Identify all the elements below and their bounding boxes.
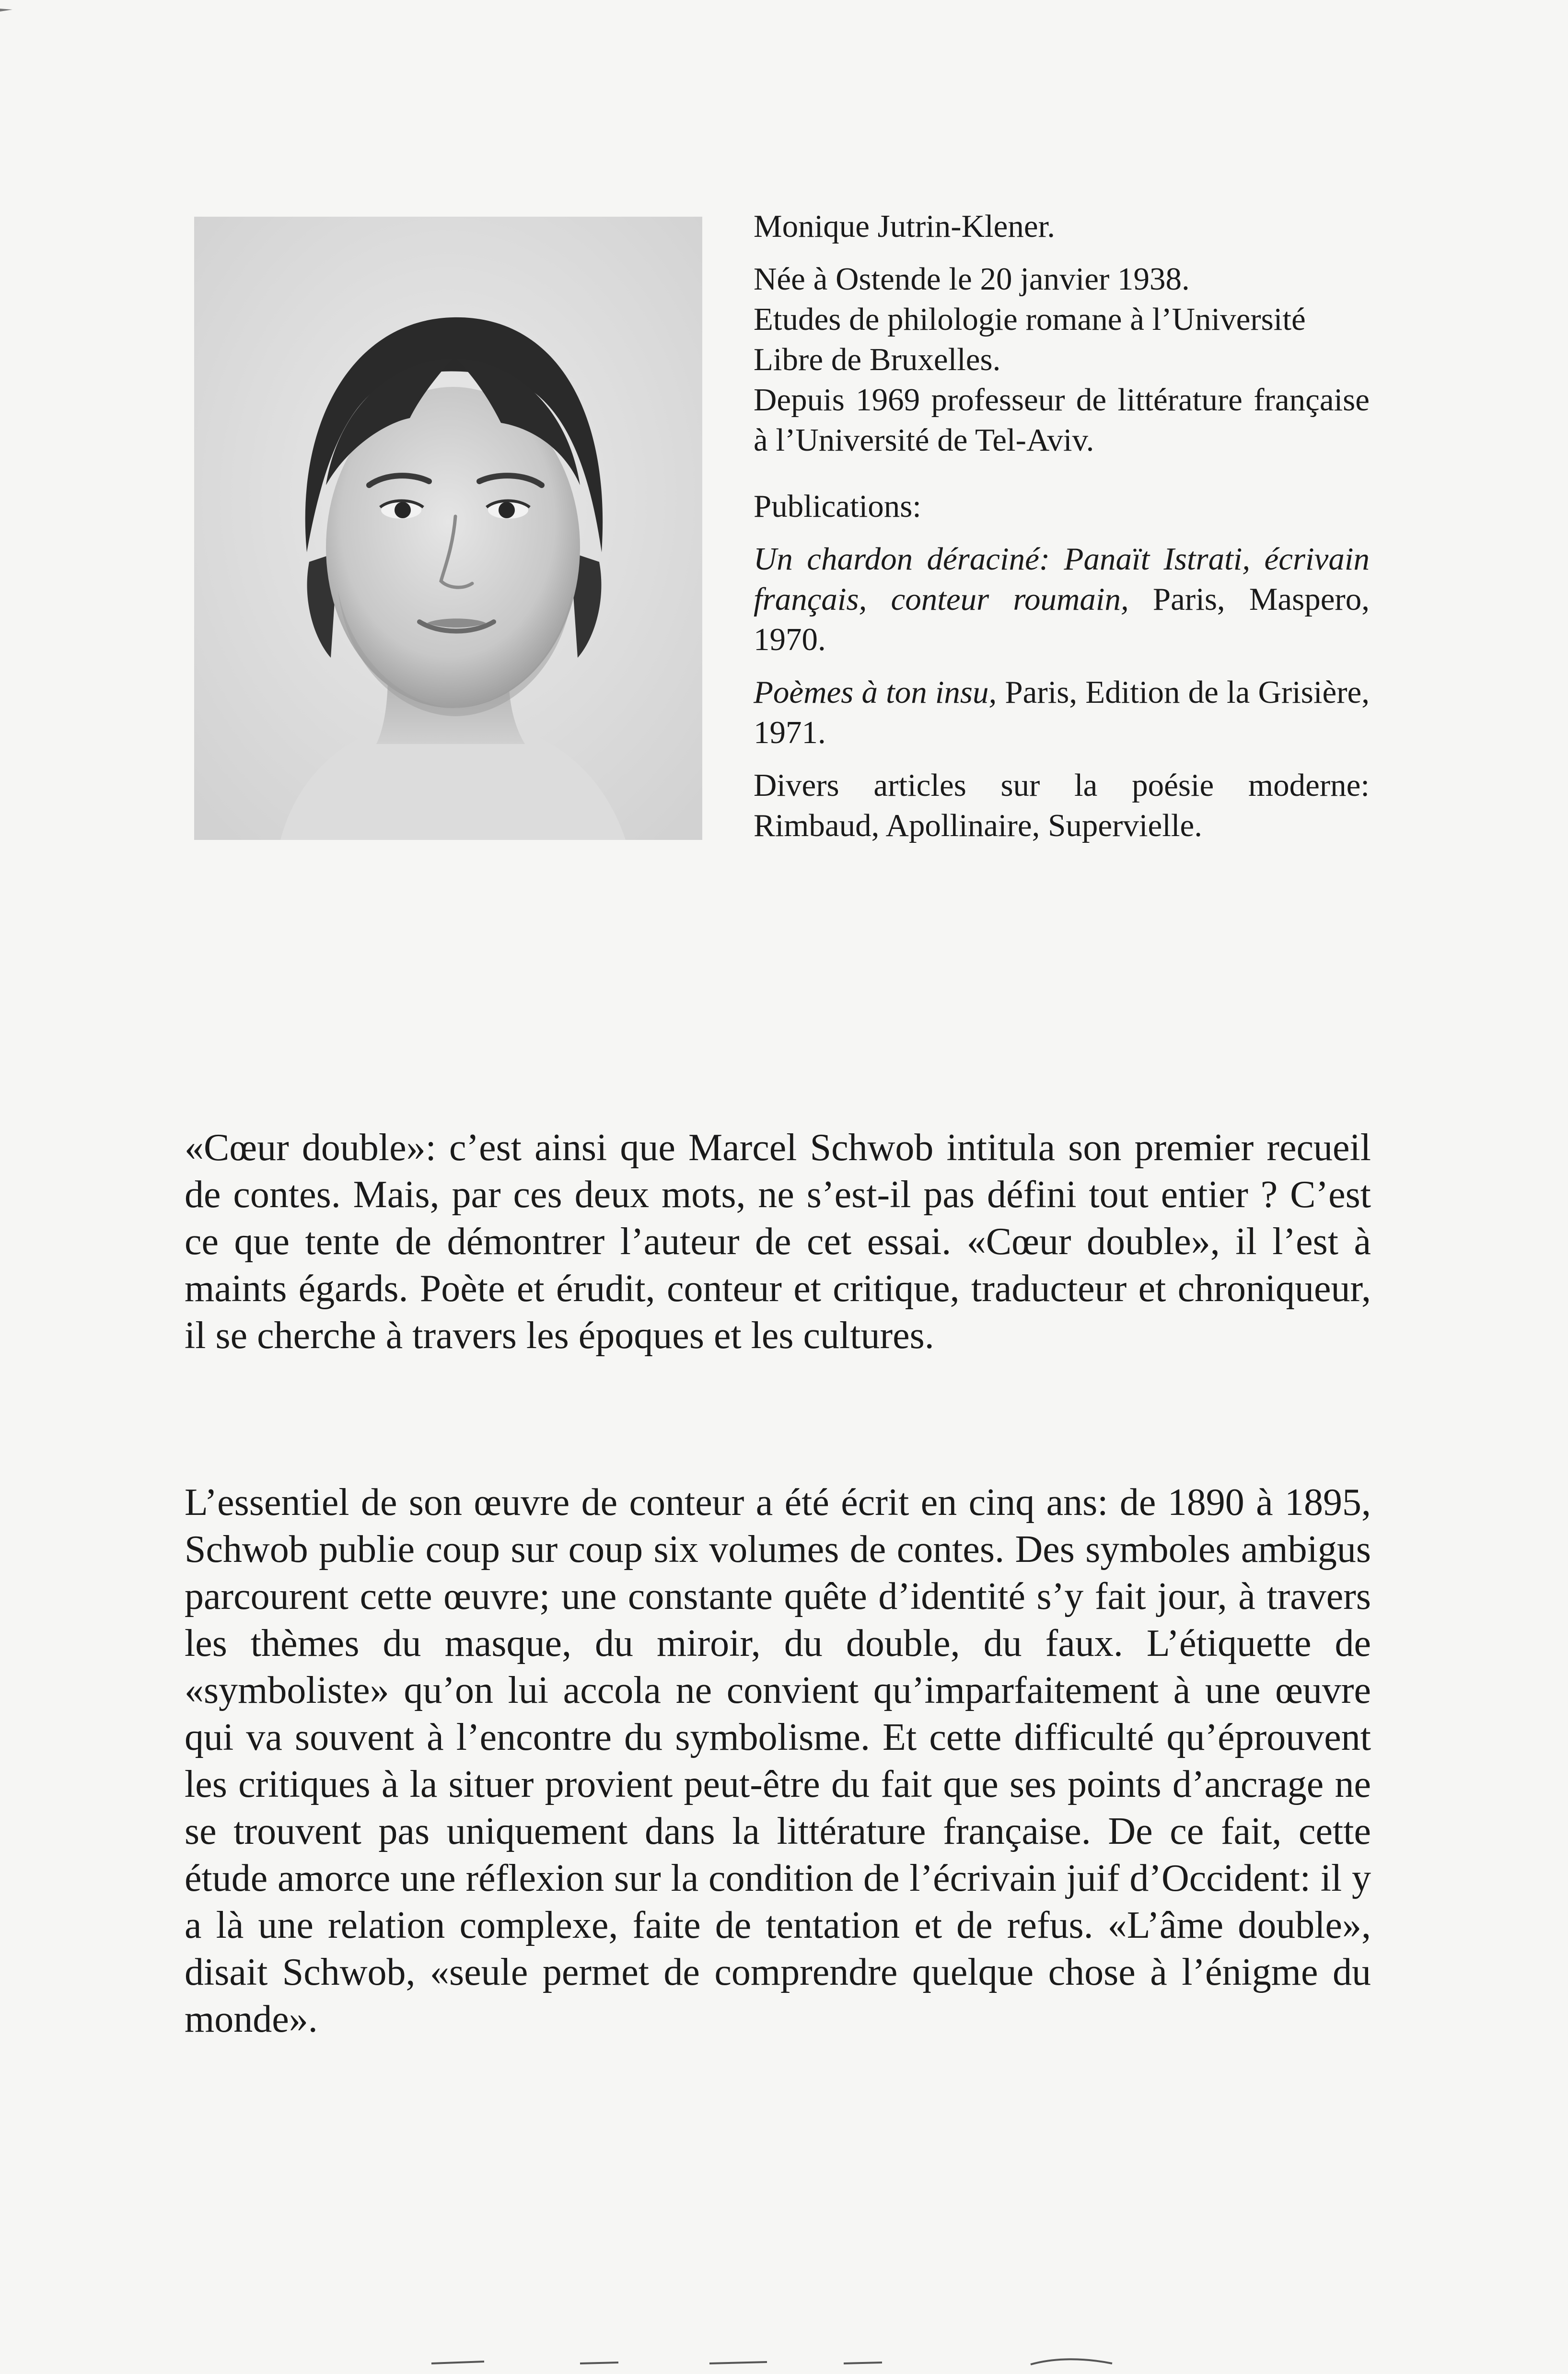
blurb-paragraph-1 — [185, 1124, 1371, 1359]
publication-2 — [754, 672, 1370, 753]
author-career: Depuis 1969 professeur de littérature française à l’Université de Tel-Aviv. — [754, 382, 1370, 458]
author-birth: Née à Ostende le 20 janvier 1938. — [754, 261, 1190, 297]
author-name: Monique Jutrin-Klener. — [754, 209, 1055, 244]
publication-1 — [754, 539, 1370, 660]
blurb-paragraph-2 — [185, 1479, 1371, 2043]
blurb-paragraph-1-text: «Cœur double»: c’est ainsi que Marcel Schwob intitula son premier recueil de contes. Mais, par ces deux mots, ne s’est-il pas défini tout entier ? C’est ce que tente de démontrer l’auteur de cet essai. «Cœur double», il l’est à maints égards. Poète et érudit, conteur et critique, traducteur et chroniqueur, il se cherche à travers les époques et les cultures. — [185, 1127, 1371, 1357]
publications-label: Publications: — [754, 489, 921, 524]
publication-1-details: Paris, Maspero, 1970. — [754, 582, 1370, 657]
author-portrait — [194, 217, 702, 840]
publication-2-details: Paris, Edition de la Grisière, 1971. — [754, 675, 1370, 750]
publication-3: Divers articles sur la poésie moderne: Rimbaud, Apollinaire, Supervielle. — [754, 768, 1370, 843]
publication-1-title: Un chardon déraciné: Panaït Istrati, écrivain français, conteur roumain, — [754, 541, 1370, 617]
author-studies: Etudes de philologie romane à l’Université Libre de Bruxelles. — [754, 302, 1306, 377]
publication-2-title: Poèmes à ton insu, — [754, 675, 997, 710]
author-bio — [754, 206, 1370, 846]
blurb-paragraph-2-text: L’essentiel de son œuvre de conteur a été écrit en cinq ans: de 1890 à 1895, Schwob publie coup sur coup six volumes de contes. Des symboles ambigus parcourent cette œuvre; une constante quête d’identité s’y fait jour, à travers les thèmes du masque, du miroir, du double, du faux. L’étiquette de «symboliste» qu’on lui accola ne convient qu’imparfaitement à une œuvre qui va souvent à l’encontre du symbolisme. Et cette difficulté qu’éprouvent les critiques à la situer provient peut-être du fait que ses points d’ancrage ne se trouvent pas uniquement dans la littérature française. De ce fait, cette étude amorce une réflexion sur la condition de l’écrivain juif d’Occident: il y a là une relation complexe, faite de tentation et de refus. «L’âme double», disait Schwob, «seule permet de comprendre quelque chose à l’énigme du monde». — [185, 1481, 1371, 2040]
scan-corner-mark — [0, 0, 19, 19]
scan-bottom-edge-marks — [0, 2349, 1568, 2374]
